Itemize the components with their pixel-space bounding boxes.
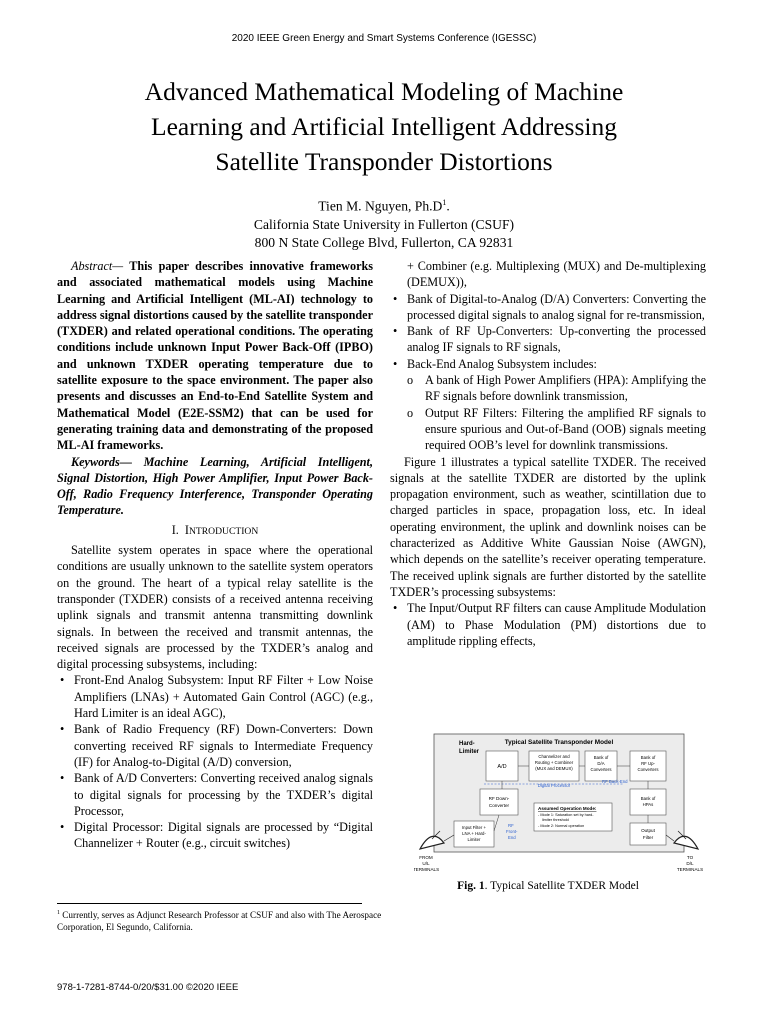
list-item-text: Bank of RF Up-Converters: Up-converting the processed analog IF signals to RF signals,	[407, 324, 706, 355]
bullet-dot: •	[60, 673, 65, 688]
list-item-text: The Input/Output RF filters can cause Amplitude Modulation (AM) to Phase Modulation (PM) distortions due to amplitude rippling effects,	[407, 601, 706, 648]
figure-caption	[390, 880, 706, 892]
conference-header: 2020 IEEE Green Energy and Smart Systems Conference (IGESSC)	[231, 33, 537, 44]
bullet-dot: •	[60, 771, 65, 786]
rf-up-label-1: Bank of	[640, 755, 656, 760]
author-name: Tien M. Nguyen, Ph.D	[318, 198, 443, 214]
rf-down-label-2: Converter	[488, 803, 510, 808]
list-item-text: Digital Processor: Digital signals are processed by “Digital Channelizer + Router (e.g., circuit switches)	[74, 820, 373, 851]
list-item	[390, 356, 706, 372]
keywords-text: Machine Learning, Artificial Intelligent, Signal Distortion, High Power Amplifier, Input Power Back-Off, Radio Frequency Interference, Transponder Operating Temperature.	[57, 454, 373, 518]
transponder-diagram	[414, 731, 704, 877]
list-item	[390, 323, 706, 356]
list-item-text: Bank of Radio Frequency (RF) Down-Converters: Down converting received RF signals to Intermediate Frequency (IF) for Analog-to-Digital (A/D) conversion,	[74, 722, 373, 769]
footnote-divider	[57, 903, 362, 904]
figure-caption-label: Fig. 1	[457, 880, 485, 892]
intro-bullet-list	[57, 672, 373, 851]
from-label-1: FROM	[419, 855, 433, 860]
list-item	[390, 600, 706, 649]
rf-front-end-label-1: RF	[508, 823, 514, 828]
intro-paragraph: Satellite system operates in space where the operational conditions are usually unknown to the satellite system operators on the ground. The heart of a typical relay satellite is the transponder (TXDER) consists of a received antenna receiving uplink signals and transmit antenna transmitting downlink signals. In between the received and transmit antennas, the received signals are processed by the TXDER’s analog and digital processing subsystems, including:	[57, 543, 373, 672]
figure-intro-paragraph: Figure 1 illustrates a typical satellite TXDER. The received signals at the satellite TXDER are distorted by the uplink propagation environment, such as weather, scintillation due to charged particles in space, propagation loss, etc. In ideal operating environment, the uplink and downlink noises can be characterized as Additive White Gaussian Noise (AWGN), which depends on the satellite’s receiver operating temperature. The received uplink signals are further distorted by the satellite TXDER’s processing subsystems:	[390, 454, 706, 599]
author-name-line	[0, 194, 768, 216]
rf-up-label-3: Converters	[637, 767, 659, 772]
from-label-2: U/L	[422, 861, 430, 866]
list-item	[57, 672, 373, 721]
title-line-1: Advanced Mathematical Modeling of Machine	[144, 77, 624, 106]
output-filter-label-2: Filter	[642, 835, 654, 840]
da-label-3: Converters	[590, 767, 612, 772]
list-item-text: Output RF Filters: Filtering the amplified RF signals to ensure spurious and Out-of-Band (OOB) signals meeting required OOB’s level for downlink transmissions.	[425, 405, 706, 453]
ad-label: A/D	[497, 764, 507, 770]
bullet-dot: •	[393, 601, 398, 616]
hard-limiter-label-2: Limiter	[459, 749, 480, 755]
list-item	[57, 819, 373, 852]
output-filter-label-1: Output	[641, 828, 655, 833]
bullet-dot: •	[60, 722, 65, 737]
input-filter-label-2: LNA + Hard-	[462, 831, 486, 836]
list-item	[390, 372, 706, 405]
abstract	[57, 258, 373, 454]
list-item-text: A bank of High Power Amplifiers (HPA): Amplifying the RF signals before downlink transmission,	[425, 373, 706, 404]
list-item-text: Front-End Analog Subsystem: Input RF Filter + Low Noise Amplifiers (LNAs) + Automated Gain Control (AGC) (e.g., Hard Limiter is an ideal AGC),	[74, 673, 373, 721]
rf-down-label-1: RF Down-	[488, 796, 510, 801]
section-heading-rest: NTRODUCTION	[188, 525, 259, 537]
hpa-label-1: Bank of	[640, 796, 656, 801]
output-filter-block	[630, 823, 666, 845]
right-bullet-list	[390, 291, 706, 372]
figure-caption-text: . Typical Satellite TXDER Model	[484, 880, 639, 892]
footnote-text: Currently, serves as Adjunct Research Professor at CSUF and also with The Aerospace Corporation, El Segundo, California.	[57, 910, 382, 933]
assumed-mode-title: Assumed Operation Mode:	[538, 806, 597, 811]
from-label-3: TERMINALS	[414, 867, 440, 872]
paper-title	[60, 74, 708, 179]
mode-2: - Mode 2: Normal operation	[538, 824, 585, 828]
rf-down-block	[480, 789, 518, 815]
da-label-2: D/A	[597, 761, 605, 766]
rf-front-end-label-3: End	[508, 835, 516, 840]
right-column	[390, 258, 706, 649]
to-label-1: TO	[686, 855, 694, 860]
author-affiliation: California State University in Fullerton (CSUF)	[253, 216, 515, 232]
diagram-title: Typical Satellite Transponder Model	[504, 739, 614, 746]
distortion-bullet-list	[390, 600, 706, 649]
sub-bullet-list	[390, 372, 706, 453]
channelizer-label-3: (MUX and DEMUX)	[535, 766, 573, 771]
author-footnote-mark: 1	[442, 198, 447, 207]
list-item-text: Bank of Digital-to-Analog (D/A) Converters: Converting the processed digital signals to analog signal for re-transmission,	[407, 291, 706, 322]
section-heading-cap: I	[184, 522, 189, 537]
hpa-label-2: HPAs	[642, 802, 654, 807]
to-label-2: D/L	[686, 861, 694, 866]
list-continuation: + Combiner (e.g. Multiplexing (MUX) and De-multiplexing (DEMUX)),	[407, 259, 706, 290]
author-block	[0, 194, 768, 252]
author-address: 800 N State College Blvd, Fullerton, CA 92831	[254, 234, 514, 250]
channelizer-label-1: Channelizer and	[538, 754, 570, 759]
list-item	[390, 405, 706, 454]
rf-back-end-label: RF Back-End	[602, 779, 628, 784]
bullet-dot: •	[393, 324, 398, 339]
copyright-line: 978-1-7281-8744-0/20/$31.00 ©2020 IEEE	[57, 982, 239, 993]
title-line-2: Learning and Artificial Intelligent Addressing	[151, 112, 617, 141]
abstract-text: This paper describes innovative frameworks and associated mathematical models using Machine Learning and Artificial Intelligent (ML-AI) technology to address signal distortions caused by the satellite transponder (TXDER) and related operational conditions. The operating conditions include unknown Input Power Back-Off (IPBO) and unknown TXDER operating temperature due to satellite exposure to the space environment. The paper also presents and discusses an End-to-End Satellite System and Mathematical Model (E2E-SSM2) that can be used for generating training data and demonstrating of the proposed ML-AI frameworks.	[57, 259, 373, 453]
circle-bullet: o	[407, 373, 414, 388]
title-line-3: Satellite Transponder Distortions	[215, 147, 553, 176]
rf-up-label-2: RF Up-	[641, 761, 655, 766]
mode-1-line-1: - Mode 1: Saturation set by hard-	[538, 813, 594, 817]
keywords	[57, 454, 373, 519]
list-item	[57, 770, 373, 819]
list-item	[390, 291, 706, 324]
left-column	[57, 258, 373, 852]
digital-processor-label: Digital Processor	[537, 783, 571, 788]
author-name-suffix: .	[446, 198, 450, 214]
circle-bullet: o	[407, 405, 414, 420]
list-item	[57, 721, 373, 770]
hard-limiter-label-1: Hard-	[459, 741, 475, 747]
section-heading-introduction	[57, 522, 373, 540]
input-filter-label-1: Input Filter +	[461, 825, 487, 830]
da-label-1: Bank of	[593, 755, 609, 760]
section-numeral: I.	[171, 522, 179, 537]
input-filter-label-3: Limiter	[467, 837, 481, 842]
bullet-dot: •	[60, 820, 65, 835]
figure-1	[414, 731, 704, 877]
to-label-3: TERMINALS	[676, 867, 704, 872]
rf-front-end-label-2: Front-	[506, 829, 518, 834]
footnote	[57, 907, 387, 933]
abstract-label: Abstract—	[71, 259, 124, 273]
keywords-label: Keywords—	[71, 454, 132, 469]
bullet-dot: •	[393, 356, 398, 371]
list-item-text: Bank of A/D Converters: Converting received analog signals to digital signals for processing by the TXDER’s digital Processor,	[74, 771, 373, 818]
footnote-mark: 1	[57, 910, 60, 916]
bullet-dot: •	[393, 291, 398, 306]
mode-1-line-2: limiter threshold	[542, 818, 569, 822]
channelizer-label-2: Routing + Combiner	[534, 760, 574, 765]
list-item-text: Back-End Analog Subsystem includes:	[407, 356, 597, 371]
